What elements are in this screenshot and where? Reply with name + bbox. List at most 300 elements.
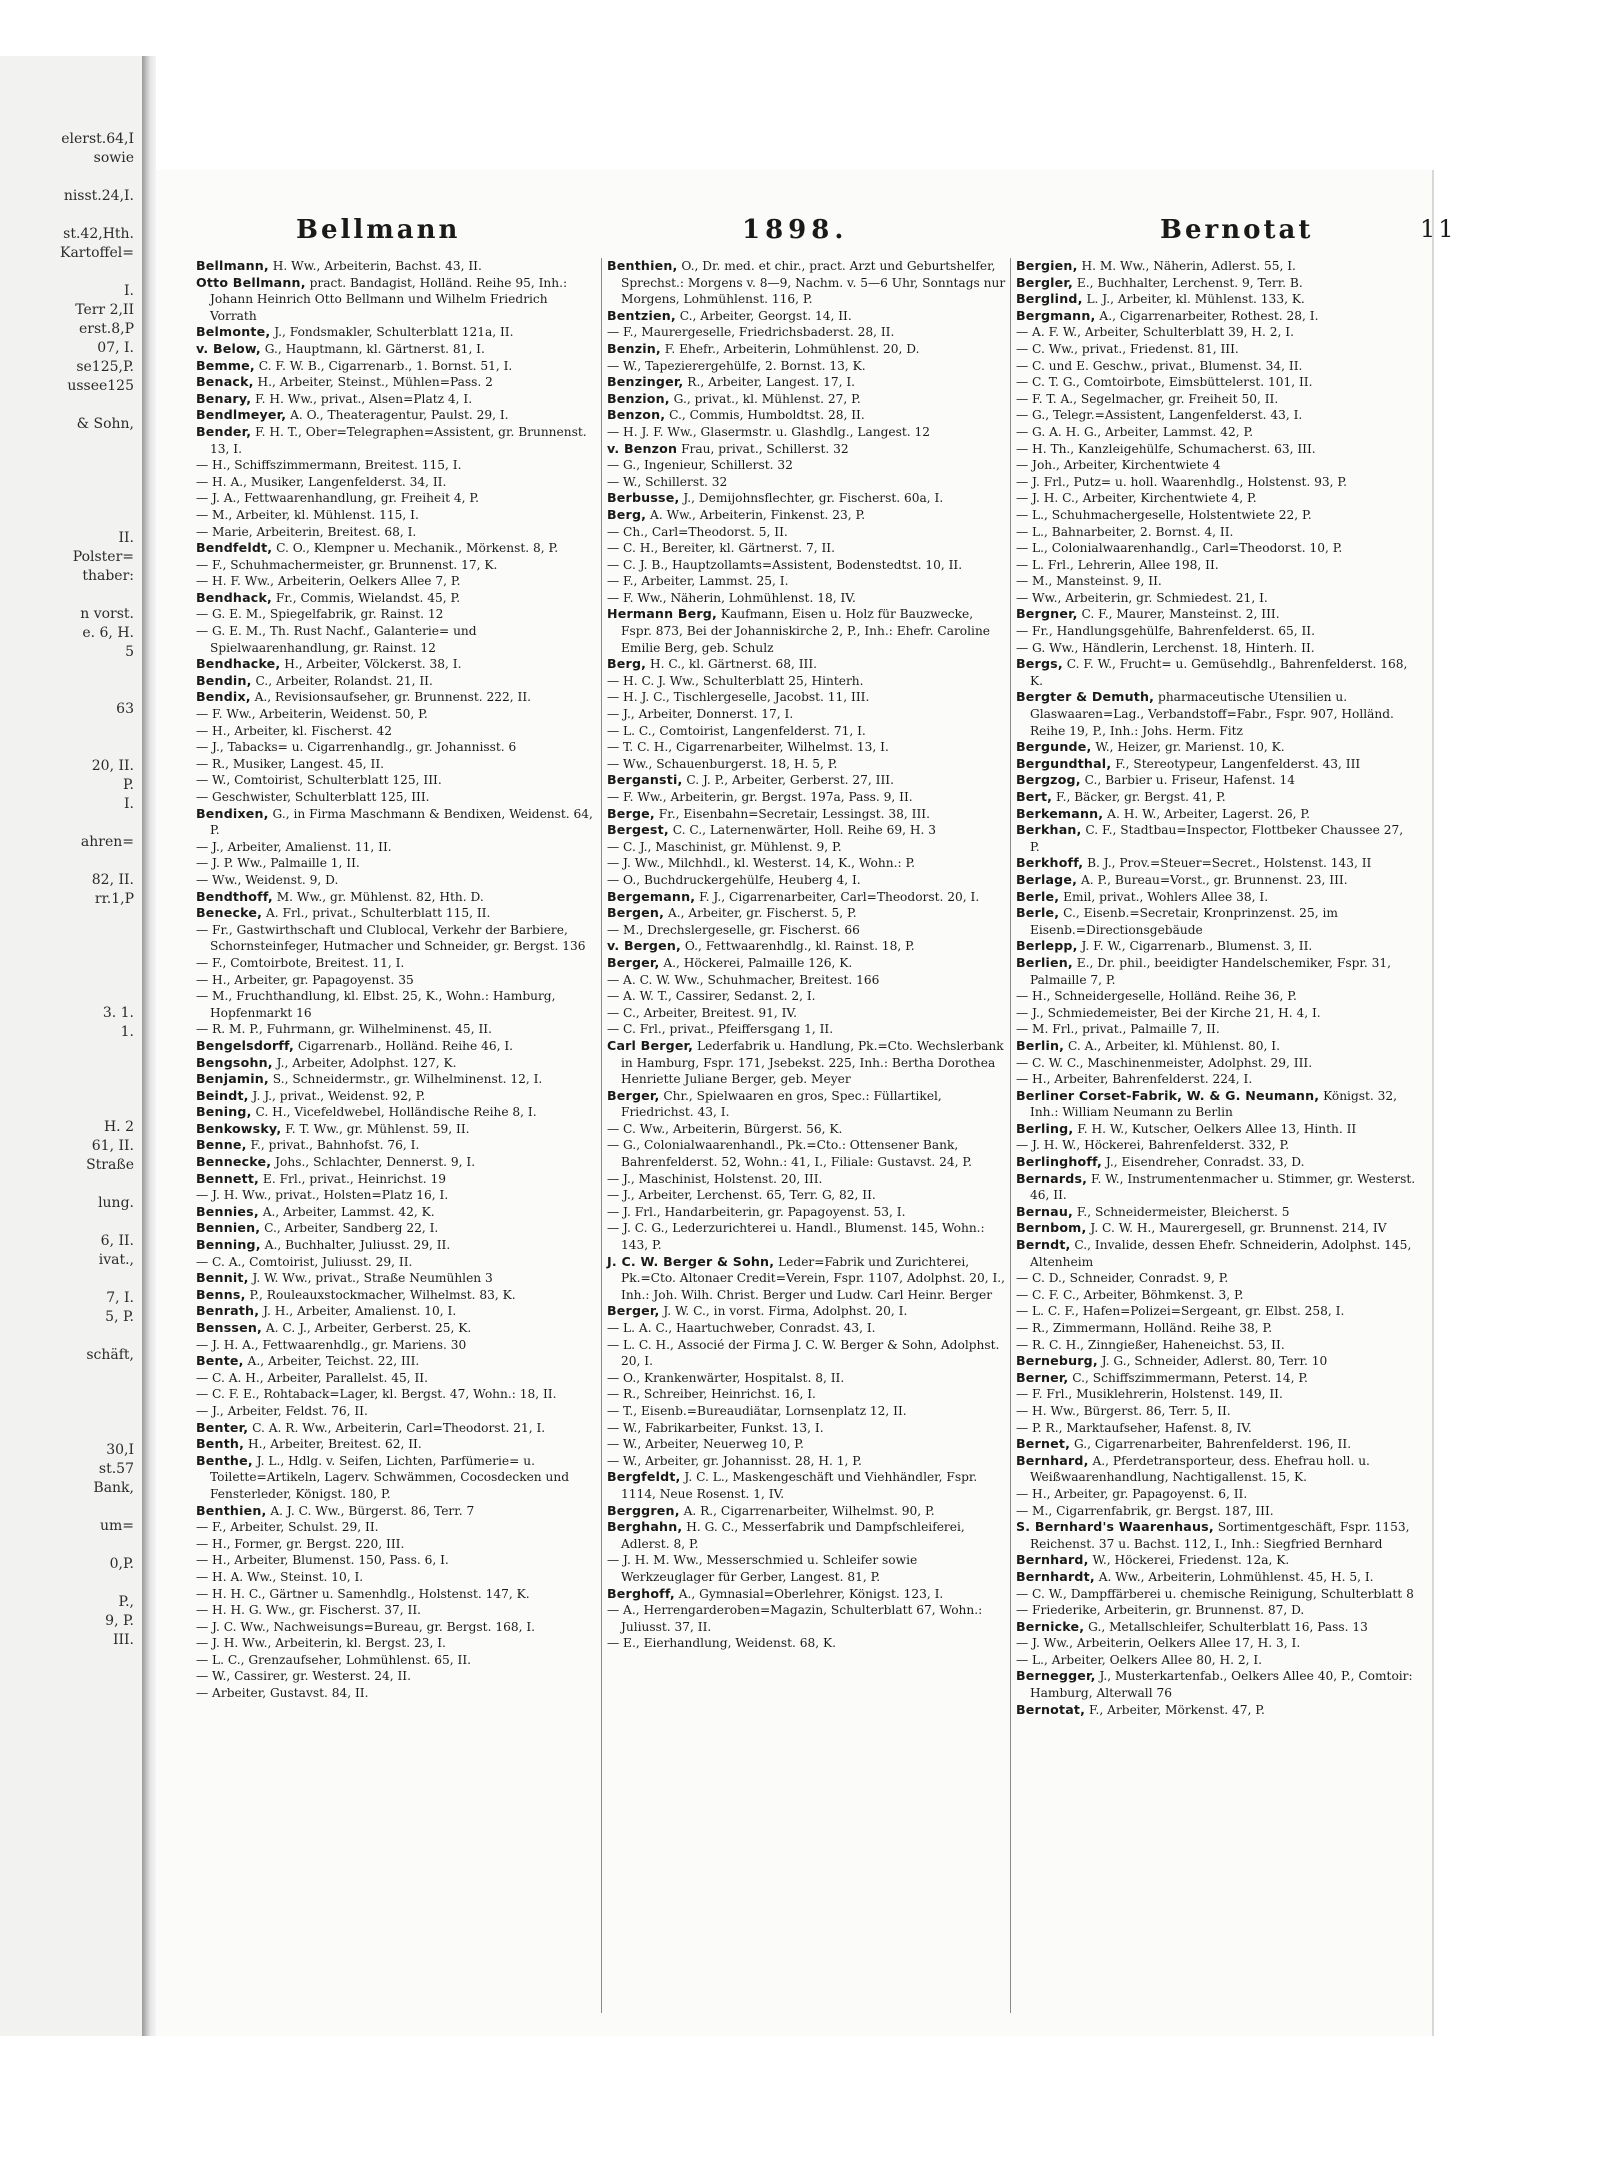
entry-surname: Bernbom, xyxy=(1016,1220,1087,1236)
entry-details: S., Schneidermstr., gr. Wilhelminenst. 12, I. xyxy=(272,1072,543,1087)
directory-column-3 xyxy=(1016,258,1416,1718)
directory-entry xyxy=(196,1519,596,1536)
entry-details: — J., Maschinist, Holstenst. 20, III. xyxy=(607,1171,823,1186)
directory-entry xyxy=(607,1602,1007,1635)
entry-details: — L. C., Comtoirist, Langenfelderst. 71, I. xyxy=(607,723,866,738)
entry-details: — Joh., Arbeiter, Kirchentwiete 4 xyxy=(1016,458,1221,473)
directory-entry xyxy=(607,1519,1007,1552)
directory-entry xyxy=(196,1386,596,1403)
prev-page-fragment: Straße xyxy=(86,1157,134,1173)
directory-entry xyxy=(1016,806,1416,823)
entry-details: F. T. Ww., gr. Mühlenst. 59, II. xyxy=(285,1121,470,1136)
prev-page-fragment: um= xyxy=(99,1518,134,1534)
entry-surname: Bergemann, xyxy=(607,888,696,904)
entry-details: — J., Arbeiter, Lerchenst. 65, Terr. G, 82, II. xyxy=(607,1188,876,1203)
directory-entry xyxy=(607,1469,1007,1502)
directory-entry xyxy=(1016,1353,1416,1370)
directory-entry xyxy=(607,855,1007,872)
entry-details: — J. H. W., Höckerei, Bahrenfelderst. 332, P. xyxy=(1016,1138,1290,1153)
prev-page-fragment xyxy=(0,1270,142,1289)
entry-details: — H. A., Musiker, Langenfelderst. 34, II. xyxy=(196,474,447,489)
directory-entry xyxy=(196,275,596,325)
entry-details: C. F. W., Frucht= u. Gemüsehdlg., Bahrenfelderst. 168, K. xyxy=(1030,657,1408,688)
prev-page-fragment: ivat., xyxy=(98,1252,134,1268)
directory-entry xyxy=(607,772,1007,789)
entry-details: — C. W., Dampffärberei u. chemische Reinigung, Schulterblatt 8 xyxy=(1016,1586,1414,1601)
directory-entry xyxy=(607,1503,1007,1520)
entry-details: — L., Bahnarbeiter, 2. Bornst. 4, II. xyxy=(1016,524,1234,539)
directory-entry xyxy=(1016,1370,1416,1387)
entry-surname: Berling, xyxy=(1016,1120,1074,1136)
entry-details: — A., Herrengarderoben=Magazin, Schulterblatt 67, Wohn.: Juliusst. 37, II. xyxy=(607,1603,983,1634)
directory-entry xyxy=(607,457,1007,474)
entry-details: — O., Krankenwärter, Hospitalst. 8, II. xyxy=(607,1370,845,1385)
prev-page-fragment: 82, II. xyxy=(91,872,134,888)
entry-surname: Bemme, xyxy=(196,357,255,373)
previous-page-edge xyxy=(0,56,145,2036)
entry-details: — H., Arbeiter, kl. Fischerst. 42 xyxy=(196,723,392,738)
directory-entry xyxy=(607,407,1007,424)
prev-page-fragment: ussee125 xyxy=(67,378,134,394)
directory-entry xyxy=(1016,407,1416,424)
entry-details: G., in Firma Maschmann & Bendixen, Weidenst. 64, P. xyxy=(210,806,593,838)
entry-details: J. C. W. H., Maurergesell, gr. Brunnenst. 214, IV xyxy=(1090,1221,1387,1236)
directory-entry xyxy=(196,739,596,756)
entry-surname: Berlepp, xyxy=(1016,938,1078,954)
directory-column-1 xyxy=(196,258,596,1702)
directory-entry xyxy=(607,922,1007,939)
entry-details: F. H. Ww., privat., Alsen=Platz 4, I. xyxy=(255,391,473,406)
entry-details: — G., Ingenieur, Schillerst. 32 xyxy=(607,458,793,473)
directory-entry xyxy=(196,1270,596,1287)
directory-entry xyxy=(196,1287,596,1304)
directory-entry xyxy=(1016,358,1416,375)
entry-details: C. F., Maurer, Mansteinst. 2, III. xyxy=(1081,607,1280,622)
entry-details: A. P., Bureau=Vorst., gr. Brunnenst. 23, III. xyxy=(1080,872,1348,887)
entry-surname: Hermann Berg, xyxy=(607,606,717,622)
directory-entry xyxy=(196,524,596,541)
directory-entry xyxy=(1016,424,1416,441)
directory-entry xyxy=(607,872,1007,889)
entry-surname: J. C. W. Berger & Sohn, xyxy=(607,1253,775,1269)
directory-entry xyxy=(196,1453,596,1503)
entry-details: Königst. 32, Inh.: William Neumann zu Berlin xyxy=(1030,1088,1398,1120)
directory-entry xyxy=(1016,557,1416,574)
entry-details: — R., Zimmermann, Holländ. Reihe 38, P. xyxy=(1016,1321,1273,1335)
directory-entry xyxy=(196,1237,596,1254)
entry-details: F. W., Instrumentenmacher u. Stimmer, gr. Westerst. 46, II. xyxy=(1030,1171,1416,1203)
entry-surname: v. Bergen, xyxy=(607,938,682,954)
directory-entry xyxy=(607,524,1007,541)
entry-details: — J. C. Ww., Nachweisungs=Bureau, gr. Bergst. 168, I. xyxy=(196,1619,536,1634)
entry-details: — J., Arbeiter, Feldst. 76, II. xyxy=(196,1403,368,1418)
entry-details: A., Arbeiter, Lammst. 42, K. xyxy=(262,1204,435,1219)
entry-details: J., Demijohnsflechter, gr. Fischerst. 60a, I. xyxy=(683,491,944,506)
directory-entry xyxy=(196,855,596,872)
directory-entry xyxy=(196,474,596,491)
entry-details: A., Gymnasial=Oberlehrer, Königst. 123, I. xyxy=(678,1586,944,1601)
entry-surname: Berle, xyxy=(1016,905,1060,921)
entry-details: A. Ww., Arbeiterin, Finkenst. 23, P. xyxy=(650,507,866,522)
directory-entry xyxy=(607,1187,1007,1204)
prev-page-fragment: & Sohn, xyxy=(76,416,134,432)
directory-entry xyxy=(1016,1055,1416,1072)
entry-surname: Bendhack, xyxy=(196,589,273,605)
entry-surname: Benecke, xyxy=(196,905,263,921)
entry-details: J., Fondsmakler, Schulterblatt 121a, II. xyxy=(274,325,514,340)
directory-entry xyxy=(196,407,596,424)
entry-details: — H. J. F. Ww., Glasermstr. u. Glashdlg., Langest. 12 xyxy=(607,424,931,439)
entry-surname: Bellmann, xyxy=(196,258,269,273)
entry-details: — Arbeiter, Gustavst. 84, II. xyxy=(196,1686,369,1701)
entry-details: A. Frl., privat., Schulterblatt 115, II. xyxy=(265,906,491,921)
directory-entry xyxy=(1016,789,1416,806)
entry-details: — C. W. C., Maschinenmeister, Adolphst. 29, III. xyxy=(1016,1055,1313,1070)
directory-entry xyxy=(607,839,1007,856)
directory-entry xyxy=(196,723,596,740)
directory-entry xyxy=(1016,1005,1416,1022)
directory-entry xyxy=(1016,1403,1416,1420)
directory-entry xyxy=(607,1552,1007,1585)
entry-surname: Bergundthal, xyxy=(1016,755,1112,771)
entry-surname: Berglind, xyxy=(1016,291,1083,307)
directory-entry xyxy=(607,955,1007,972)
entry-details: — W., Comtoirist, Schulterblatt 125, III. xyxy=(196,773,442,788)
entry-details: — Fr., Handlungsgehülfe, Bahrenfelderst. 65, II. xyxy=(1016,624,1315,639)
entry-details: C. F. W. B., Cigarrenarb., 1. Bornst. 51, I. xyxy=(258,358,513,373)
entry-details: — W., Arbeiter, gr. Johannisst. 28, H. 1, P. xyxy=(607,1453,862,1468)
prev-page-fragment: 61, II. xyxy=(91,1138,134,1154)
entry-surname: Carl Berger, xyxy=(607,1037,694,1053)
directory-entry xyxy=(196,1552,596,1569)
prev-page-fragment xyxy=(0,1042,142,1061)
entry-surname: Bennies, xyxy=(196,1203,259,1219)
directory-entry xyxy=(607,756,1007,773)
directory-entry xyxy=(196,1220,596,1237)
directory-entry xyxy=(1016,391,1416,408)
entry-details: — L., Colonialwaarenhandlg., Carl=Theodorst. 10, P. xyxy=(1016,541,1343,556)
prev-page-fragment xyxy=(0,852,142,871)
directory-entry xyxy=(607,1137,1007,1170)
directory-entry xyxy=(196,1370,596,1387)
prev-page-fragment xyxy=(0,1403,142,1422)
directory-entry xyxy=(1016,1204,1416,1221)
entry-details: G., Metallschleifer, Schulterblatt 16, Pass. 13 xyxy=(1088,1619,1368,1634)
entry-details: — G. E. M., Spiegelfabrik, gr. Rainst. 12 xyxy=(196,607,444,622)
entry-details: — J. Frl., Handarbeiterin, gr. Papagoyenst. 53, I. xyxy=(607,1204,906,1219)
entry-details: F., Schneidermeister, Bleicherst. 5 xyxy=(1076,1204,1290,1219)
entry-details: — R. M. P., Fuhrmann, gr. Wilhelminenst. 45, II. xyxy=(196,1022,492,1037)
entry-details: — G., Colonialwaarenhandl., Pk.=Cto.: Ottensener Bank, Bahrenfelderst. 52, Wohn.: 41, I., Filiale: Gustavst. 24, P. xyxy=(607,1138,973,1170)
entry-details: — P. R., Marktaufseher, Hafenst. 8, IV. xyxy=(1016,1420,1252,1435)
entry-details: — C. H., Bereiter, kl. Gärtnerst. 7, II. xyxy=(607,541,835,556)
directory-entry xyxy=(607,1436,1007,1453)
entry-details: pract. Bandagist, Holländ. Reihe 95, Inh.: Johann Heinrich Otto Bellmann und Wilhelm Friedrich Vorrath xyxy=(210,275,568,323)
directory-entry xyxy=(1016,756,1416,773)
entry-details: Leder=Fabrik und Zurichterei, Pk.=Cto. Altonaer Credit=Verein, Fspr. 1107, Adolphst. 20, I., Inh.: Joh. Wilh. Christ. Berger und Ludw. Carl Heinr. Berger xyxy=(621,1254,1006,1302)
prev-page-fragment: 5 xyxy=(125,644,134,660)
entry-details: C., Invalide, dessen Ehefr. Schneiderin, Adolphst. 145, Altenheim xyxy=(1030,1238,1412,1269)
directory-entry xyxy=(196,1104,596,1121)
entry-surname: Bernau, xyxy=(1016,1203,1073,1219)
directory-entry xyxy=(607,1386,1007,1403)
page-number: 11 xyxy=(1420,215,1457,243)
entry-details: — C. A. H., Arbeiter, Parallelst. 45, II. xyxy=(196,1370,428,1385)
entry-details: — A. W. T., Cassirer, Sedanst. 2, I. xyxy=(607,989,816,1004)
directory-entry xyxy=(1016,1436,1416,1453)
directory-entry xyxy=(196,905,596,922)
entry-details: — C. Ww., Arbeiterin, Bürgerst. 56, K. xyxy=(607,1121,843,1136)
directory-entry xyxy=(1016,689,1416,739)
directory-entry xyxy=(196,324,596,341)
entry-surname: Benthien, xyxy=(607,258,678,273)
directory-entry xyxy=(607,573,1007,590)
entry-details: C. C., Laternenwärter, Holl. Reihe 69, H. 3 xyxy=(672,823,937,838)
directory-entry xyxy=(607,324,1007,341)
entry-surname: Berle, xyxy=(1016,888,1060,904)
directory-entry xyxy=(607,557,1007,574)
prev-page-fragment xyxy=(0,168,142,187)
entry-details: A., Buchhalter, Juliusst. 29, II. xyxy=(264,1238,451,1253)
directory-entry xyxy=(1016,606,1416,623)
entry-details: C., Arbeiter, Sandberg 22, I. xyxy=(264,1221,439,1236)
entry-surname: Benning, xyxy=(196,1237,261,1253)
directory-entry xyxy=(196,1685,596,1702)
directory-entry xyxy=(607,1021,1007,1038)
entry-details: — Ww., Weidenst. 9, D. xyxy=(196,872,339,887)
column-rule-1 xyxy=(601,258,602,2013)
directory-entry xyxy=(607,1220,1007,1253)
directory-entry xyxy=(1016,656,1416,689)
entry-details: — G. A. H. G., Arbeiter, Lammst. 42, P. xyxy=(1016,424,1254,439)
entry-surname: S. Bernhard's Waarenhaus, xyxy=(1016,1519,1214,1535)
prev-page-fragment xyxy=(0,985,142,1004)
directory-entry xyxy=(196,374,596,391)
directory-entry xyxy=(607,474,1007,491)
entry-details: — J. Frl., Putz= u. holl. Waarenhdlg., Holstenst. 93, P. xyxy=(1016,474,1348,489)
entry-details: — M. Frl., privat., Palmaille 7, II. xyxy=(1016,1022,1220,1037)
directory-entry xyxy=(196,872,596,889)
entry-details: — C. J., Maschinist, gr. Mühlenst. 9, P. xyxy=(607,839,842,854)
directory-entry xyxy=(196,540,596,557)
entry-details: G., privat., kl. Mühlenst. 27, P. xyxy=(673,391,861,406)
entry-surname: Bengsohn, xyxy=(196,1054,273,1070)
entry-details: — C. J. B., Hauptzollamts=Assistent, Bodenstedtst. 10, II. xyxy=(607,557,963,572)
directory-entry xyxy=(196,756,596,773)
header-first-entry: Bellmann xyxy=(296,215,461,245)
directory-entry xyxy=(196,1436,596,1453)
entry-surname: v. Below, xyxy=(196,340,261,356)
entry-details: — J., Arbeiter, Donnerst. 17, I. xyxy=(607,707,794,722)
directory-entry xyxy=(1016,1337,1416,1354)
entry-surname: Benzinger, xyxy=(607,374,684,390)
entry-surname: Bernhard, xyxy=(1016,1452,1089,1468)
entry-details: O., Dr. med. et chir., pract. Arzt und Geburtshelfer, Sprechst.: Morgens v. 8—9, Nachm. v. 5—6 Uhr, Sonntags nur Morgens, Lohmühlenst. 116, P. xyxy=(621,259,1006,307)
entry-details: — H., Schneidergeselle, Holländ. Reihe 36, P. xyxy=(1016,989,1297,1004)
entry-details: Sortimentgeschäft, Fspr. 1153, Reichenst. 37 u. Bachst. 112, I., Inh.: Siegfried Bernhard xyxy=(1030,1520,1410,1551)
directory-entry xyxy=(607,424,1007,441)
directory-entry xyxy=(1016,590,1416,607)
directory-entry xyxy=(1016,1021,1416,1038)
directory-entry xyxy=(607,673,1007,690)
prev-page-fragment: I. xyxy=(124,796,134,812)
entry-details: W., Höckerei, Friedenst. 12a, K. xyxy=(1092,1553,1290,1568)
entry-details: — F., Comtoirbote, Breitest. 11, I. xyxy=(196,955,405,970)
entry-details: — R., Schreiber, Heinrichst. 16, I. xyxy=(607,1387,816,1402)
directory-entry xyxy=(607,1403,1007,1420)
directory-entry xyxy=(196,1320,596,1337)
entry-details: — F., Arbeiter, Lammst. 25, I. xyxy=(607,574,789,589)
entry-details: — Geschwister, Schulterblatt 125, III. xyxy=(196,790,430,804)
entry-surname: Bert, xyxy=(1016,789,1053,804)
entry-details: — J. H. C., Arbeiter, Kirchentwiete 4, P. xyxy=(1016,491,1257,506)
directory-entry xyxy=(607,590,1007,607)
directory-entry xyxy=(196,972,596,989)
entry-details: F., Stereotypeur, Langenfelderst. 43, III xyxy=(1115,756,1361,771)
entry-details: — J. H. A., Fettwaarenhdlg., gr. Mariens. 30 xyxy=(196,1337,467,1352)
directory-entry xyxy=(196,557,596,574)
entry-details: C., Barbier u. Friseur, Hafenst. 14 xyxy=(1084,773,1296,788)
directory-entry xyxy=(607,258,1007,308)
prev-page-fragment: schäft, xyxy=(86,1347,134,1363)
directory-entry xyxy=(607,1320,1007,1337)
entry-details: — G. E. M., Th. Rust Nachf., Galanterie= und Spielwaarenhandlung, gr. Rainst. 12 xyxy=(196,624,477,655)
directory-entry xyxy=(196,1071,596,1088)
entry-surname: Benter, xyxy=(196,1419,249,1435)
prev-page-fragment: thaber: xyxy=(82,568,134,584)
entry-details: — C. F. E., Rohtaback=Lager, kl. Bergst. 47, Wohn.: 18, II. xyxy=(196,1387,557,1402)
entry-surname: Benthe, xyxy=(196,1452,253,1468)
entry-details: — H. J. C., Tischlergeselle, Jacobst. 11, III. xyxy=(607,690,870,705)
entry-details: — H., Arbeiter, Blumenst. 150, Pass. 6, I. xyxy=(196,1553,449,1568)
entry-details: — R. C. H., Zinngießer, Haheneichst. 53, II. xyxy=(1016,1337,1285,1352)
prev-page-fragment: e. 6, H. xyxy=(82,625,134,641)
entry-details: J. L., Hdlg. v. Seifen, Lichten, Parfümerie= u. Toilette=Artikeln, Lagerv. Schwämmen, Cocosdecken und Fensterleder, Königst. 180, P. xyxy=(210,1453,570,1501)
entry-details: — C. F. C., Arbeiter, Böhmkenst. 3, P. xyxy=(1016,1287,1244,1302)
directory-entry xyxy=(196,806,596,839)
directory-entry xyxy=(196,457,596,474)
entry-surname: Benzin, xyxy=(607,340,661,356)
prev-page-fragment: se125,P. xyxy=(76,359,134,375)
directory-entry xyxy=(1016,623,1416,640)
entry-details: F., privat., Bahnhofst. 76, I. xyxy=(250,1138,420,1153)
entry-details: J. H., Arbeiter, Amalienst. 10, I. xyxy=(263,1304,457,1319)
directory-entry xyxy=(607,1370,1007,1387)
entry-details: — H. Th., Kanzleigehülfe, Schumacherst. 63, III. xyxy=(1016,441,1316,456)
entry-surname: Berlien, xyxy=(1016,954,1073,970)
prev-page-fragment xyxy=(0,719,142,738)
directory-entry xyxy=(196,1569,596,1586)
prev-page-fragment xyxy=(0,662,142,681)
entry-details: J. W. C., in vorst. Firma, Adolphst. 20, I. xyxy=(663,1304,908,1319)
entry-details: — L. A. C., Haartuchweber, Conradst. 43, I. xyxy=(607,1321,876,1335)
entry-details: — J., Tabacks= u. Cigarrenhandlg., gr. Johannisst. 6 xyxy=(196,740,517,755)
prev-page-fragment: rr.1,P xyxy=(94,891,134,907)
entry-details: F. H. W., Kutscher, Oelkers Allee 13, Hinth. II xyxy=(1077,1121,1357,1136)
directory-entry xyxy=(607,1303,1007,1320)
entry-details: C. J. P., Arbeiter, Gerberst. 27, III. xyxy=(686,773,894,788)
entry-surname: Bendix, xyxy=(196,689,251,705)
prev-page-fragment xyxy=(0,928,142,947)
entry-details: — C. Frl., privat., Pfeiffersgang 1, II. xyxy=(607,1022,834,1037)
entry-surname: Bendhacke, xyxy=(196,656,281,672)
entry-details: Cigarrenarb., Holländ. Reihe 46, I. xyxy=(297,1038,514,1053)
entry-surname: Berndt, xyxy=(1016,1237,1071,1253)
prev-page-fragment xyxy=(0,1498,142,1517)
directory-entry xyxy=(196,1171,596,1188)
directory-entry xyxy=(1016,1652,1416,1669)
entry-details: — J. A., Fettwaarenhandlung, gr. Freiheit 4, P. xyxy=(196,491,479,506)
entry-details: J. F. W., Cigarrenarb., Blumenst. 3, II. xyxy=(1081,939,1313,954)
entry-details: — J. Ww., Arbeiterin, Oelkers Allee 17, H. 3, I. xyxy=(1016,1636,1301,1651)
directory-entry xyxy=(1016,1519,1416,1552)
entry-details: C., Arbeiter, Georgst. 14, II. xyxy=(679,308,852,323)
entry-details: — C. Ww., privat., Friedenst. 81, III. xyxy=(1016,341,1239,356)
directory-entry xyxy=(1016,1071,1416,1088)
entry-surname: Benjamin, xyxy=(196,1071,269,1087)
directory-entry xyxy=(196,988,596,1021)
entry-surname: Berg, xyxy=(607,506,647,522)
entry-surname: Berkemann, xyxy=(1016,805,1104,821)
entry-surname: Benzon, xyxy=(607,407,666,423)
directory-entry xyxy=(607,889,1007,906)
directory-entry xyxy=(1016,955,1416,988)
entry-surname: Bentzien, xyxy=(607,307,676,323)
entry-details: — W., Tapezierergehülfe, 2. Bornst. 13, K. xyxy=(607,358,866,373)
directory-entry xyxy=(607,1635,1007,1652)
directory-entry xyxy=(607,540,1007,557)
entry-details: B. J., Prov.=Steuer=Secret., Holstenst. 143, II xyxy=(1087,856,1372,871)
prev-page-fragment xyxy=(0,1384,142,1403)
prev-page-fragment xyxy=(0,1327,142,1346)
entry-surname: Bergest, xyxy=(607,822,669,838)
entry-surname: Benrath, xyxy=(196,1303,260,1319)
prev-page-fragment: H. 2 xyxy=(103,1119,134,1135)
entry-surname: Berliner Corset-Fabrik, W. & G. Neumann, xyxy=(1016,1087,1320,1103)
directory-entry xyxy=(196,772,596,789)
directory-entry xyxy=(1016,1270,1416,1287)
entry-surname: Bennit, xyxy=(196,1270,249,1286)
entry-details: — M., Cigarrenfabrik, gr. Bergst. 187, III. xyxy=(1016,1503,1274,1518)
entry-details: G., Cigarrenarbeiter, Bahrenfelderst. 196, II. xyxy=(1073,1437,1352,1452)
entry-surname: v. Benzon xyxy=(607,440,678,456)
entry-surname: Bergen, xyxy=(607,905,665,921)
prev-page-fragment: st.57 xyxy=(98,1461,134,1477)
prev-page-fragment: lung. xyxy=(98,1195,134,1211)
entry-surname: Benns, xyxy=(196,1286,246,1302)
directory-entry xyxy=(607,391,1007,408)
entry-details: — C. D., Schneider, Conradst. 9, P. xyxy=(1016,1271,1229,1286)
entry-surname: Belmonte, xyxy=(196,324,271,340)
directory-entry xyxy=(1016,822,1416,855)
entry-details: — W., Schillerst. 32 xyxy=(607,474,728,489)
entry-surname: Benne, xyxy=(196,1137,247,1153)
prev-page-fragment: 9, P. xyxy=(105,1613,134,1629)
directory-entry xyxy=(607,988,1007,1005)
entry-details: — J. Ww., Milchhdl., kl. Westerst. 14, K., Wohn.: P. xyxy=(607,856,916,871)
directory-entry xyxy=(1016,1486,1416,1503)
entry-surname: Berg, xyxy=(607,656,647,672)
directory-entry xyxy=(1016,1171,1416,1204)
directory-entry xyxy=(196,656,596,673)
prev-page-fragment xyxy=(0,1365,142,1384)
entry-details: H., Arbeiter, Steinst., Mühlen=Pass. 2 xyxy=(257,375,493,390)
prev-page-fragment: I. xyxy=(124,283,134,299)
entry-details: F. Ehefr., Arbeiterin, Lohmühlenst. 20, D. xyxy=(664,341,920,356)
directory-entry xyxy=(607,656,1007,673)
directory-entry xyxy=(1016,524,1416,541)
directory-entry xyxy=(196,341,596,358)
